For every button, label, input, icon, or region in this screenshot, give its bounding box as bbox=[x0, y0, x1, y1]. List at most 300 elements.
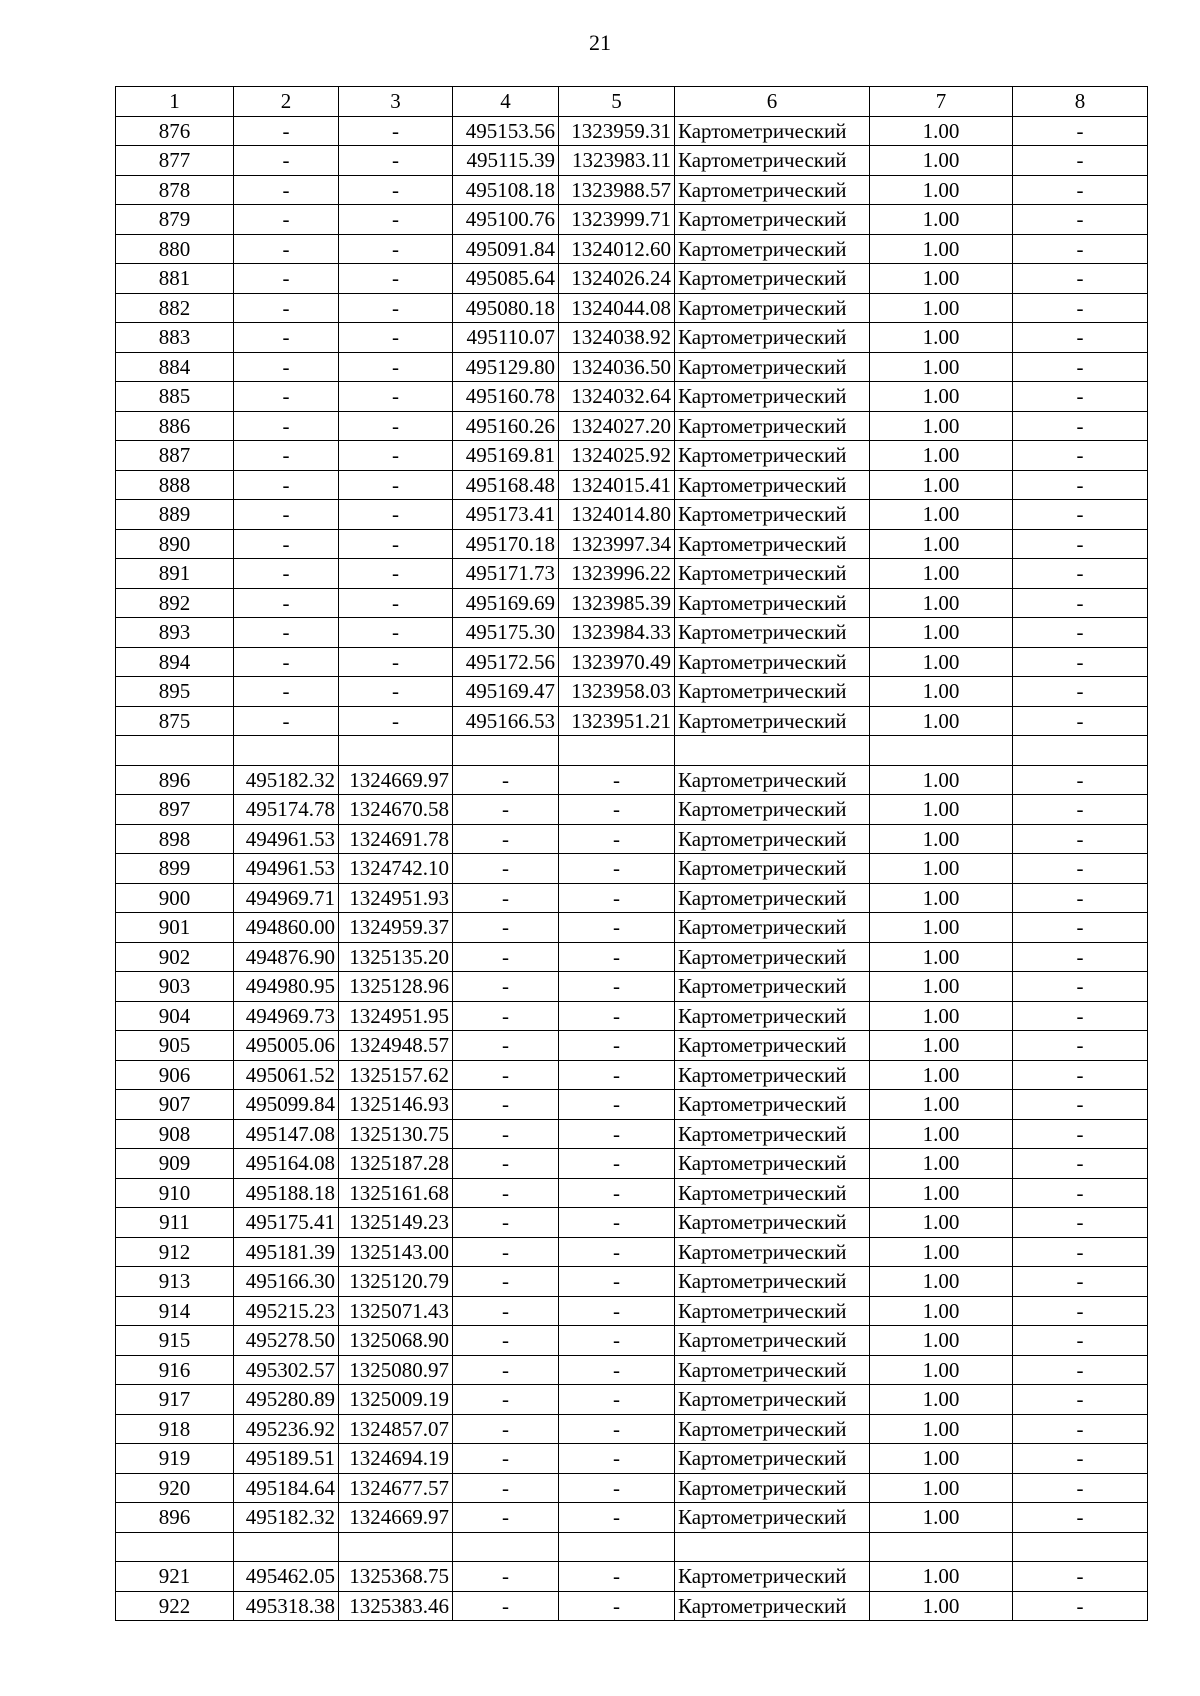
table-row bbox=[116, 1237, 1148, 1267]
table-cell: - bbox=[1013, 1385, 1148, 1415]
table-cell: 1.00 bbox=[870, 205, 1013, 235]
table-cell: Картометрический bbox=[675, 1591, 870, 1621]
table-cell: 916 bbox=[116, 1355, 234, 1385]
table-cell: - bbox=[1013, 1090, 1148, 1120]
table-cell: 1323997.34 bbox=[559, 529, 675, 559]
table-cell: - bbox=[1013, 146, 1148, 176]
column-header: 4 bbox=[453, 87, 559, 117]
table-row bbox=[116, 500, 1148, 530]
table-cell: 1.00 bbox=[870, 972, 1013, 1002]
table-cell: 495236.92 bbox=[234, 1414, 339, 1444]
table-cell: - bbox=[1013, 795, 1148, 825]
table-cell: - bbox=[453, 1001, 559, 1031]
table-row bbox=[116, 824, 1148, 854]
table-cell: 882 bbox=[116, 293, 234, 323]
table-cell: - bbox=[559, 1355, 675, 1385]
table-cell: Картометрический bbox=[675, 205, 870, 235]
table-row bbox=[116, 706, 1148, 736]
table-row bbox=[116, 588, 1148, 618]
table-cell: 1.00 bbox=[870, 529, 1013, 559]
table-cell: - bbox=[1013, 529, 1148, 559]
table-cell: 1325135.20 bbox=[339, 942, 453, 972]
table-cell: Картометрический bbox=[675, 175, 870, 205]
table-cell: 897 bbox=[116, 795, 234, 825]
table-cell: 1324669.97 bbox=[339, 765, 453, 795]
table-cell: Картометрический bbox=[675, 441, 870, 471]
table-cell: 1.00 bbox=[870, 1591, 1013, 1621]
table-cell: - bbox=[453, 913, 559, 943]
table-cell: 1325157.62 bbox=[339, 1060, 453, 1090]
table-cell: - bbox=[559, 1060, 675, 1090]
table-cell: 1.00 bbox=[870, 323, 1013, 353]
table-cell: 1.00 bbox=[870, 1503, 1013, 1533]
table-cell: Картометрический bbox=[675, 323, 870, 353]
table-cell: 879 bbox=[116, 205, 234, 235]
table-cell: - bbox=[1013, 647, 1148, 677]
table-cell: Картометрический bbox=[675, 795, 870, 825]
table-cell: 1.00 bbox=[870, 1562, 1013, 1592]
table-cell: 896 bbox=[116, 765, 234, 795]
table-cell: - bbox=[559, 1562, 675, 1592]
table-cell: Картометрический bbox=[675, 529, 870, 559]
table-cell: 1323999.71 bbox=[559, 205, 675, 235]
table-cell: 1324857.07 bbox=[339, 1414, 453, 1444]
table-cell: Картометрический bbox=[675, 618, 870, 648]
table-cell: 1.00 bbox=[870, 706, 1013, 736]
header-row bbox=[116, 87, 1148, 117]
table-cell: 894 bbox=[116, 647, 234, 677]
table-cell: - bbox=[1013, 1503, 1148, 1533]
table-cell: - bbox=[453, 1178, 559, 1208]
table-cell: 1.00 bbox=[870, 1444, 1013, 1474]
table-cell: 495182.32 bbox=[234, 765, 339, 795]
table-cell: - bbox=[559, 942, 675, 972]
table-cell: - bbox=[1013, 1355, 1148, 1385]
table-cell: - bbox=[1013, 677, 1148, 707]
table-cell bbox=[675, 1532, 870, 1562]
table-cell: 1325128.96 bbox=[339, 972, 453, 1002]
table-cell: 1325130.75 bbox=[339, 1119, 453, 1149]
table-cell: 495302.57 bbox=[234, 1355, 339, 1385]
table-row bbox=[116, 1562, 1148, 1592]
table-cell: - bbox=[559, 1267, 675, 1297]
table-cell: 494961.53 bbox=[234, 824, 339, 854]
table-cell: - bbox=[453, 1149, 559, 1179]
table-cell: 1323983.11 bbox=[559, 146, 675, 176]
table-cell: - bbox=[453, 1591, 559, 1621]
table-cell: Картометрический bbox=[675, 500, 870, 530]
table-cell: Картометрический bbox=[675, 1473, 870, 1503]
table-cell bbox=[116, 1532, 234, 1562]
table-cell: Картометрический bbox=[675, 264, 870, 294]
table-row bbox=[116, 1001, 1148, 1031]
table-cell: 1.00 bbox=[870, 411, 1013, 441]
table-cell: 887 bbox=[116, 441, 234, 471]
table-cell: 495172.56 bbox=[453, 647, 559, 677]
table-cell bbox=[1013, 1532, 1148, 1562]
table-cell: 884 bbox=[116, 352, 234, 382]
table-cell: - bbox=[339, 116, 453, 146]
table-cell: Картометрический bbox=[675, 1562, 870, 1592]
table-row bbox=[116, 795, 1148, 825]
table-cell: Картометрический bbox=[675, 1001, 870, 1031]
table-cell: - bbox=[1013, 352, 1148, 382]
table-row bbox=[116, 913, 1148, 943]
table-cell: - bbox=[559, 1178, 675, 1208]
table-cell: 495110.07 bbox=[453, 323, 559, 353]
table-row bbox=[116, 264, 1148, 294]
table-cell: - bbox=[234, 205, 339, 235]
table-row bbox=[116, 1090, 1148, 1120]
table-cell: 1.00 bbox=[870, 824, 1013, 854]
table-cell: 1324012.60 bbox=[559, 234, 675, 264]
table-cell: 1325068.90 bbox=[339, 1326, 453, 1356]
table-cell: - bbox=[1013, 116, 1148, 146]
table-cell: - bbox=[1013, 411, 1148, 441]
table-cell bbox=[116, 736, 234, 766]
table-cell: - bbox=[1013, 824, 1148, 854]
table-cell: - bbox=[1013, 470, 1148, 500]
table-cell: - bbox=[559, 1473, 675, 1503]
table-cell: Картометрический bbox=[675, 1296, 870, 1326]
table-cell: 1.00 bbox=[870, 470, 1013, 500]
table-cell: Картометрический bbox=[675, 1444, 870, 1474]
table-row bbox=[116, 677, 1148, 707]
table-cell bbox=[234, 1532, 339, 1562]
table-cell: 881 bbox=[116, 264, 234, 294]
table-cell: Картометрический bbox=[675, 1503, 870, 1533]
table-row bbox=[116, 470, 1148, 500]
table-cell: 917 bbox=[116, 1385, 234, 1415]
table-cell: - bbox=[234, 293, 339, 323]
table-cell: 1323970.49 bbox=[559, 647, 675, 677]
table-cell: - bbox=[339, 175, 453, 205]
table-cell: - bbox=[234, 234, 339, 264]
table-cell: Картометрический bbox=[675, 1090, 870, 1120]
table-cell: 898 bbox=[116, 824, 234, 854]
table-cell: 495005.06 bbox=[234, 1031, 339, 1061]
table-row bbox=[116, 854, 1148, 884]
table-cell: 918 bbox=[116, 1414, 234, 1444]
table-cell: - bbox=[339, 559, 453, 589]
table-cell: - bbox=[1013, 1119, 1148, 1149]
table-cell: 495280.89 bbox=[234, 1385, 339, 1415]
table-cell: - bbox=[559, 824, 675, 854]
table-cell: 495080.18 bbox=[453, 293, 559, 323]
table-cell: - bbox=[453, 942, 559, 972]
table-cell: 495168.48 bbox=[453, 470, 559, 500]
table-cell: - bbox=[339, 352, 453, 382]
table-cell: 495061.52 bbox=[234, 1060, 339, 1090]
table-cell: - bbox=[1013, 942, 1148, 972]
table-cell: - bbox=[234, 352, 339, 382]
table-cell: 1323959.31 bbox=[559, 116, 675, 146]
table-cell: 1324015.41 bbox=[559, 470, 675, 500]
table-cell: 495166.30 bbox=[234, 1267, 339, 1297]
table-cell: - bbox=[339, 382, 453, 412]
table-cell: - bbox=[1013, 588, 1148, 618]
table-cell: 1.00 bbox=[870, 116, 1013, 146]
table-cell: - bbox=[234, 677, 339, 707]
table-cell: 877 bbox=[116, 146, 234, 176]
table-row bbox=[116, 618, 1148, 648]
table-cell: 495215.23 bbox=[234, 1296, 339, 1326]
table-cell: - bbox=[1013, 1326, 1148, 1356]
table-row bbox=[116, 352, 1148, 382]
table-cell: Картометрический bbox=[675, 1237, 870, 1267]
table-cell: Картометрический bbox=[675, 647, 870, 677]
table-cell: - bbox=[1013, 205, 1148, 235]
table-cell: - bbox=[1013, 175, 1148, 205]
table-cell: 1324036.50 bbox=[559, 352, 675, 382]
table-cell: - bbox=[453, 1503, 559, 1533]
table-cell: 1.00 bbox=[870, 382, 1013, 412]
table-cell: 495170.18 bbox=[453, 529, 559, 559]
table-cell: 878 bbox=[116, 175, 234, 205]
table-cell: 495181.39 bbox=[234, 1237, 339, 1267]
table-cell: 1.00 bbox=[870, 500, 1013, 530]
table-cell: - bbox=[453, 1562, 559, 1592]
table-row bbox=[116, 1326, 1148, 1356]
table-cell: 1324951.95 bbox=[339, 1001, 453, 1031]
table-cell: 1.00 bbox=[870, 765, 1013, 795]
table-cell: 1324691.78 bbox=[339, 824, 453, 854]
table-cell: 1.00 bbox=[870, 1090, 1013, 1120]
table-cell: - bbox=[559, 1001, 675, 1031]
table-cell: 1.00 bbox=[870, 647, 1013, 677]
table-cell: 1323996.22 bbox=[559, 559, 675, 589]
table-cell: - bbox=[1013, 1562, 1148, 1592]
table-cell: Картометрический bbox=[675, 677, 870, 707]
table-cell: 893 bbox=[116, 618, 234, 648]
table-cell: 912 bbox=[116, 1237, 234, 1267]
table-row bbox=[116, 1444, 1148, 1474]
table-cell: - bbox=[339, 264, 453, 294]
table-cell: 495188.18 bbox=[234, 1178, 339, 1208]
table-row bbox=[116, 1031, 1148, 1061]
table-cell: - bbox=[339, 411, 453, 441]
table-cell: - bbox=[453, 1237, 559, 1267]
table-cell: 1323984.33 bbox=[559, 618, 675, 648]
table-cell: - bbox=[453, 1208, 559, 1238]
table-cell: 1325120.79 bbox=[339, 1267, 453, 1297]
table-cell: - bbox=[453, 824, 559, 854]
table-cell: 495147.08 bbox=[234, 1119, 339, 1149]
table-cell: 1.00 bbox=[870, 234, 1013, 264]
table-cell: 913 bbox=[116, 1267, 234, 1297]
table-cell: Картометрический bbox=[675, 1355, 870, 1385]
table-cell: 495129.80 bbox=[453, 352, 559, 382]
table-cell: - bbox=[453, 1444, 559, 1474]
table-cell: - bbox=[1013, 1178, 1148, 1208]
table-cell: - bbox=[559, 1414, 675, 1444]
table-cell: 1324948.57 bbox=[339, 1031, 453, 1061]
table-cell: 495175.41 bbox=[234, 1208, 339, 1238]
table-cell: 1324032.64 bbox=[559, 382, 675, 412]
table-cell: 876 bbox=[116, 116, 234, 146]
table-cell bbox=[339, 1532, 453, 1562]
table-cell: - bbox=[1013, 382, 1148, 412]
table-cell bbox=[559, 1532, 675, 1562]
table-cell: - bbox=[1013, 1001, 1148, 1031]
table-row bbox=[116, 1178, 1148, 1208]
table-cell: 495085.64 bbox=[453, 264, 559, 294]
table-cell: - bbox=[339, 500, 453, 530]
table-cell: 1.00 bbox=[870, 1031, 1013, 1061]
table-cell: 920 bbox=[116, 1473, 234, 1503]
table-cell: 1323951.21 bbox=[559, 706, 675, 736]
table-row bbox=[116, 529, 1148, 559]
table-cell: 890 bbox=[116, 529, 234, 559]
table-cell: - bbox=[559, 1444, 675, 1474]
table-cell: Картометрический bbox=[675, 765, 870, 795]
table-cell: 1324951.93 bbox=[339, 883, 453, 913]
table-cell: 1.00 bbox=[870, 352, 1013, 382]
table-row bbox=[116, 116, 1148, 146]
table-cell: - bbox=[234, 647, 339, 677]
table-cell: - bbox=[339, 677, 453, 707]
table-cell: - bbox=[453, 765, 559, 795]
table-cell: - bbox=[1013, 1060, 1148, 1090]
coordinates-table bbox=[115, 86, 1148, 1621]
table-cell bbox=[870, 1532, 1013, 1562]
table-cell: 1.00 bbox=[870, 264, 1013, 294]
table-cell: 1325080.97 bbox=[339, 1355, 453, 1385]
table-cell: 495160.78 bbox=[453, 382, 559, 412]
table-cell: 1.00 bbox=[870, 913, 1013, 943]
table-cell: 495173.41 bbox=[453, 500, 559, 530]
table-cell: - bbox=[234, 500, 339, 530]
table-cell: - bbox=[339, 647, 453, 677]
table-row bbox=[116, 647, 1148, 677]
page-number: 21 bbox=[589, 30, 611, 55]
column-header: 3 bbox=[339, 87, 453, 117]
table-cell: 494980.95 bbox=[234, 972, 339, 1002]
table-cell: 905 bbox=[116, 1031, 234, 1061]
table-cell: Картометрический bbox=[675, 1149, 870, 1179]
table-cell: 1324742.10 bbox=[339, 854, 453, 884]
table-cell: 1324025.92 bbox=[559, 441, 675, 471]
table-cell: - bbox=[234, 441, 339, 471]
table-cell: - bbox=[234, 559, 339, 589]
table-cell: 495278.50 bbox=[234, 1326, 339, 1356]
table-cell: 900 bbox=[116, 883, 234, 913]
table-cell: 1324959.37 bbox=[339, 913, 453, 943]
table-row bbox=[116, 942, 1148, 972]
column-header: 5 bbox=[559, 87, 675, 117]
table-row bbox=[116, 1060, 1148, 1090]
table-cell: 1.00 bbox=[870, 1296, 1013, 1326]
table-cell: 495169.69 bbox=[453, 588, 559, 618]
table-cell: 495169.47 bbox=[453, 677, 559, 707]
table-cell: - bbox=[1013, 293, 1148, 323]
table-row bbox=[116, 205, 1148, 235]
column-header: 7 bbox=[870, 87, 1013, 117]
table-row bbox=[116, 1473, 1148, 1503]
table-cell: - bbox=[1013, 1267, 1148, 1297]
table-cell: 903 bbox=[116, 972, 234, 1002]
table-cell: Картометрический bbox=[675, 824, 870, 854]
table-cell: - bbox=[1013, 618, 1148, 648]
table-row bbox=[116, 736, 1148, 766]
table-row bbox=[116, 1267, 1148, 1297]
table-cell: - bbox=[234, 470, 339, 500]
table-cell: - bbox=[559, 1119, 675, 1149]
table-cell: 875 bbox=[116, 706, 234, 736]
table-cell: - bbox=[1013, 1149, 1148, 1179]
table-cell: - bbox=[1013, 1444, 1148, 1474]
table-cell: - bbox=[453, 1326, 559, 1356]
table-cell: - bbox=[453, 1385, 559, 1415]
table-cell bbox=[453, 1532, 559, 1562]
table-cell: 1324694.19 bbox=[339, 1444, 453, 1474]
table-cell: 495160.26 bbox=[453, 411, 559, 441]
table-row bbox=[116, 1355, 1148, 1385]
table-cell bbox=[453, 736, 559, 766]
table-cell: Картометрический bbox=[675, 1119, 870, 1149]
table-row bbox=[116, 883, 1148, 913]
table-cell: - bbox=[453, 795, 559, 825]
table-row bbox=[116, 1503, 1148, 1533]
table-row bbox=[116, 175, 1148, 205]
table-cell: 1.00 bbox=[870, 1385, 1013, 1415]
table-cell: 919 bbox=[116, 1444, 234, 1474]
table-cell: 1.00 bbox=[870, 883, 1013, 913]
table-cell: 886 bbox=[116, 411, 234, 441]
table-row bbox=[116, 1149, 1148, 1179]
table-cell: - bbox=[339, 706, 453, 736]
table-row bbox=[116, 411, 1148, 441]
table-cell bbox=[675, 736, 870, 766]
table-cell: 1.00 bbox=[870, 441, 1013, 471]
table-cell: - bbox=[453, 1296, 559, 1326]
table-cell: Картометрический bbox=[675, 1385, 870, 1415]
table-cell: 1325383.46 bbox=[339, 1591, 453, 1621]
table-cell: 494969.73 bbox=[234, 1001, 339, 1031]
table-cell: 892 bbox=[116, 588, 234, 618]
table-cell: 885 bbox=[116, 382, 234, 412]
table-cell: 1.00 bbox=[870, 795, 1013, 825]
table-cell: 495171.73 bbox=[453, 559, 559, 589]
table-cell: - bbox=[1013, 500, 1148, 530]
table-cell: - bbox=[339, 441, 453, 471]
table-cell: Картометрический bbox=[675, 352, 870, 382]
table-cell: - bbox=[1013, 441, 1148, 471]
table-cell: 494860.00 bbox=[234, 913, 339, 943]
table-cell: 1323985.39 bbox=[559, 588, 675, 618]
table-cell: - bbox=[1013, 765, 1148, 795]
table-cell: 1.00 bbox=[870, 1060, 1013, 1090]
column-header: 1 bbox=[116, 87, 234, 117]
table-cell: - bbox=[559, 1503, 675, 1533]
table-cell: 888 bbox=[116, 470, 234, 500]
table-cell: 1324044.08 bbox=[559, 293, 675, 323]
table-cell: 910 bbox=[116, 1178, 234, 1208]
table-cell: - bbox=[453, 1355, 559, 1385]
table-cell: 1.00 bbox=[870, 293, 1013, 323]
table-cell: - bbox=[234, 146, 339, 176]
table-cell: - bbox=[453, 1267, 559, 1297]
table-cell: Картометрический bbox=[675, 116, 870, 146]
table-row bbox=[116, 323, 1148, 353]
table-cell: - bbox=[453, 1473, 559, 1503]
table-cell: - bbox=[1013, 1473, 1148, 1503]
table-cell: 1325149.23 bbox=[339, 1208, 453, 1238]
table-cell: 495169.81 bbox=[453, 441, 559, 471]
table-cell: 1.00 bbox=[870, 588, 1013, 618]
table-cell: 495175.30 bbox=[453, 618, 559, 648]
table-cell bbox=[559, 736, 675, 766]
